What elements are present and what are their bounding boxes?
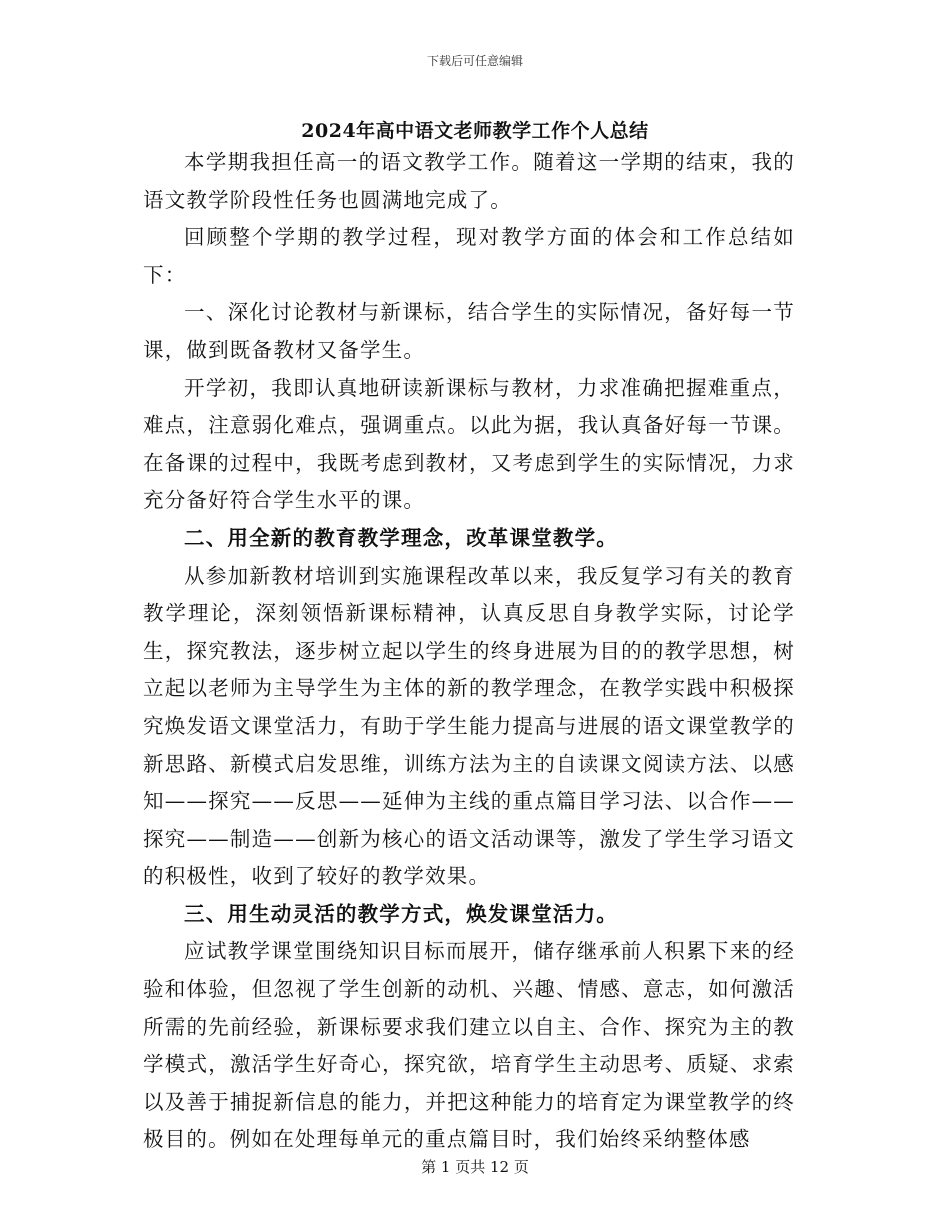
paragraph-lesson-prep: 开学初，我即认真地研读新课标与教材，力求准确把握难重点，难点，注意弱化难点，强调重点。以此为据，我认真备好每一节课。在备课的过程中，我既考虑到教材，又考虑到学生的实际情况，力求充分备好符合学生水平的课。 — [143, 375, 795, 513]
paragraph-reform: 从参加新教材培训到实施课程改革以来，我反复学习有关的教育教学理论，深刻领悟新课标精神，认真反思自身教学实际，讨论学生，探究教法，逐步树立起以学生的终身进展为目的的教学思想，树立起以老师为主导学生为主体的新的教学理念，在教学实践中积极探究焕发语文课堂活力，有助于学生能力提高与进展的语文课堂教学的新思路、新模式启发思维，训练方法为主的自读课文阅读方法、以感知——探究——反思——延伸为主线的重点篇目学习法、以合作——探究——制造——创新为核心的语文活动课等，激发了学生学习语文的积极性，收到了较好的教学效果。 — [143, 563, 795, 889]
document-title: 2024年高中语文老师教学工作个人总结 — [301, 120, 649, 142]
paragraph-intro: 本学期我担任高一的语文教学工作。随着这一学期的结束，我的语文教学阶段性任务也圆满地完成了。 — [143, 150, 795, 212]
section-two-heading: 二、用全新的教育教学理念，改革课堂教学。 — [184, 525, 618, 550]
paragraph-methods: 应试教学课堂围绕知识目标而展开，储存继承前人积累下来的经验和体验，但忽视了学生创新的动机、兴趣、情感、意志，如何激活所需的先前经验，新课标要求我们建立以自主、合作、探究为主的教学模式，激活学生好奇心，探究欲，培育学生主动思考、质疑、求索以及善于捕捉新信息的能力，并把这种能力的培育定为课堂教学的终极目的。例如在处理每单元的重点篇目时，我们始终采纳整体感 — [143, 939, 795, 1152]
document-body — [143, 144, 795, 1159]
section-three-heading: 三、用生动灵活的教学方式，焕发课堂活力。 — [184, 901, 618, 926]
paragraph-review: 回顾整个学期的教学过程，现对教学方面的体会和工作总结如下： — [143, 225, 795, 287]
page-number: 第 1 页共 12 页 — [421, 1158, 529, 1176]
header-note: 下载后可任意编辑 — [426, 54, 523, 68]
section-one-heading: 一、深化讨论教材与新课标，结合学生的实际情况，备好每一节课，做到既备教材又备学生。 — [143, 300, 795, 362]
